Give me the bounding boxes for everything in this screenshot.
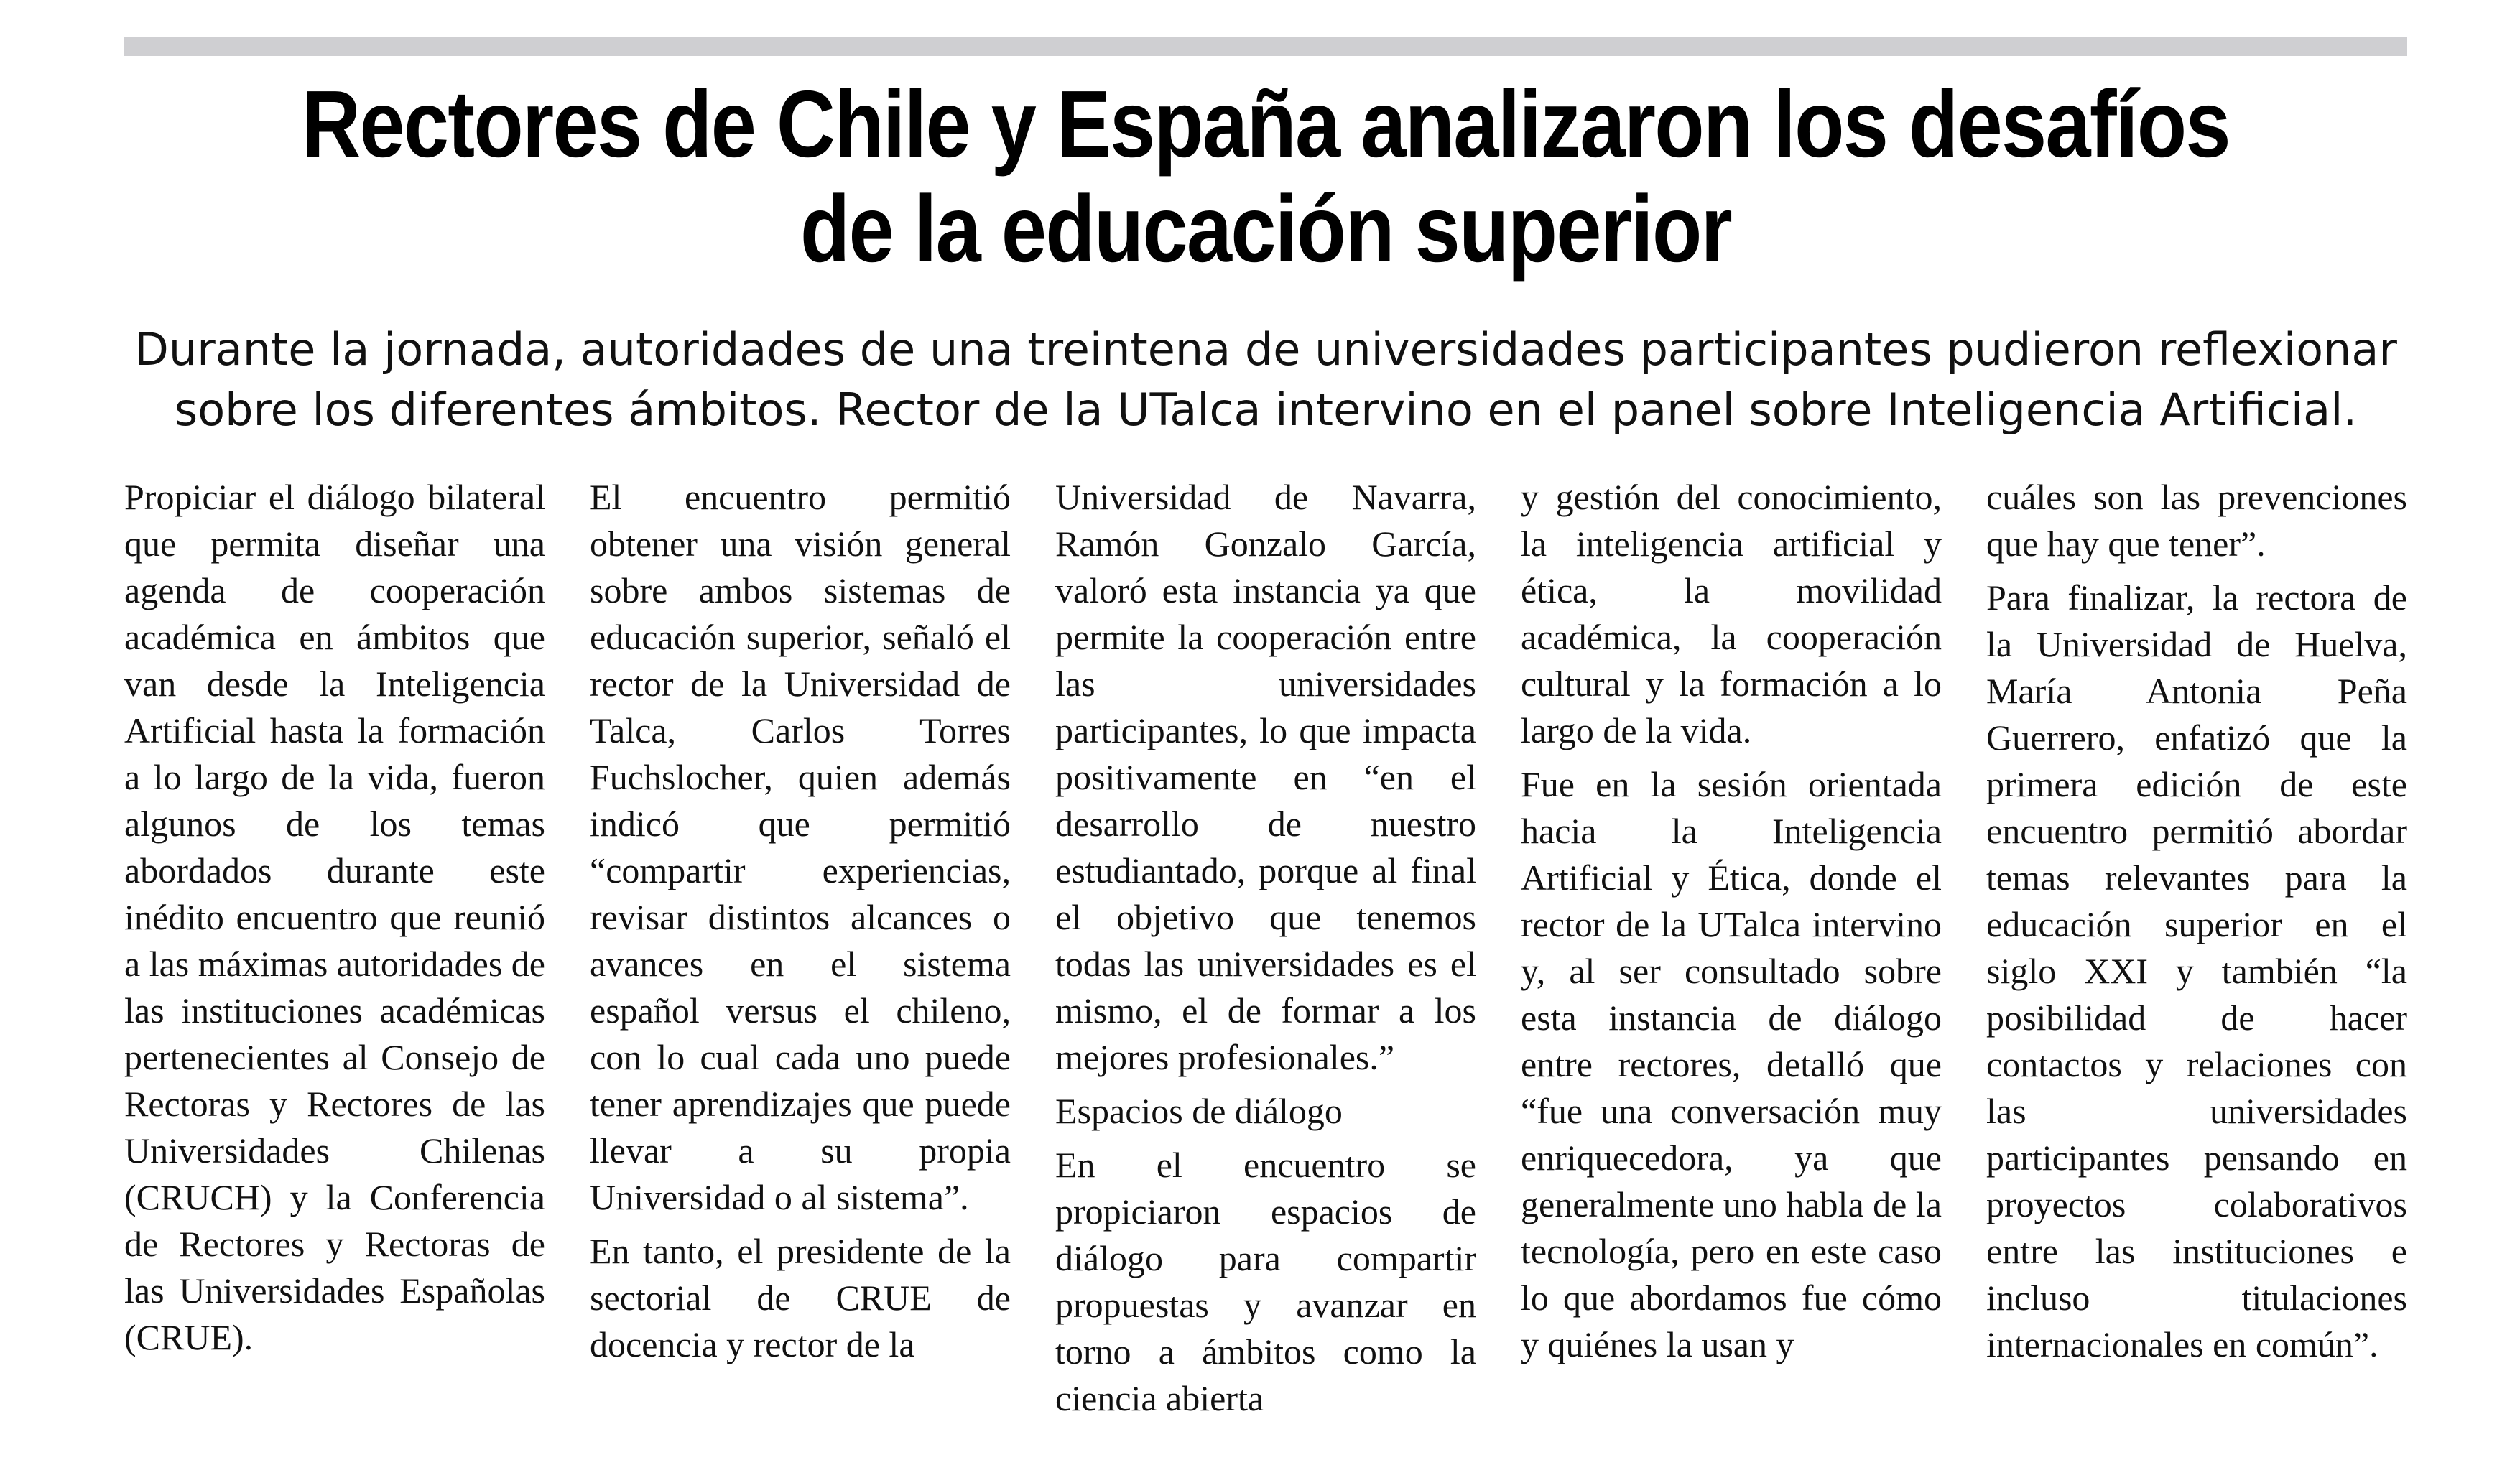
subheadline-line-2: sobre los diferentes ámbitos. Rector de la UTalca intervino en el panel sobre Inteligencia Artificial.: [174, 383, 2358, 436]
headline-line-2: de la educación superior: [800, 176, 1732, 282]
paragraph: Propiciar el diálogo bilateral que permita diseñar una agenda de cooperación académica en ámbitos que van desde la Inteligencia Artificial hasta la formación a lo largo de la vida, fueron algunos de los temas abordados durante este inédito encuentro que reunió a las máximas autoridades de las instituciones académicas pertenecientes al Consejo de Rectoras y Rectores de las Universidades Chilenas (CRUCH) y la Conferencia de Rectores y Rectoras de las Universidades Españolas (CRUE).: [124, 477, 545, 1357]
headline-line-1: Rectores de Chile y España analizaron los desafíos: [302, 71, 2230, 177]
subheadline: [124, 320, 2407, 440]
paragraph: El encuentro permitió obtener una visión general sobre ambos sistemas de educación superior, señaló el rector de la Universidad de Talca, Carlos Torres Fuchslocher, quien además indicó que permitió “compartir experiencias, revisar distintos alcances o avances en el sistema español versus el chileno, con lo cual cada uno puede tener aprendizajes que puede llevar a su propia Universidad o al sistema”.: [590, 477, 1011, 1217]
column-3: [1055, 474, 1476, 1429]
top-rule: [124, 37, 2407, 56]
article-body: [124, 474, 2407, 1418]
paragraph: Para finalizar, la rectora de la Universidad de Huelva, María Antonia Peña Guerrero, enfatizó que la primera edición de este encuentro permitió abordar temas relevantes para la educación superior en el siglo XXI y también “la posibilidad de hacer contactos y relaciones con las universidades participantes pensando en proyectos colaborativos entre las instituciones e incluso titulaciones internacionales en común”.: [1986, 577, 2407, 1364]
section-heading: Espacios de diálogo: [1055, 1091, 1343, 1131]
paragraph: cuáles son las prevenciones que hay que tener”.: [1986, 477, 2407, 564]
headline: [284, 72, 2247, 282]
column-4: [1521, 474, 1942, 1429]
paragraph: En el encuentro se propiciaron espacios de diálogo para compartir propuestas y avanzar en torno a ámbitos como la ciencia abierta: [1055, 1145, 1476, 1418]
column-1: [124, 474, 545, 1429]
paragraph: En tanto, el presidente de la sectorial de CRUE de docencia y rector de la: [590, 1231, 1011, 1364]
paragraph: Fue en la sesión orientada hacia la Inteligencia Artificial y Ética, donde el rector de la UTalca intervino y, al ser consultado sobre esta instancia de diálogo entre rectores, detalló que “fue una conversación muy enriquecedora, ya que generalmente uno habla de la tecnología, pero en este caso lo que abordamos fue cómo y quiénes la usan y: [1521, 764, 1942, 1364]
column-5: [1986, 474, 2407, 1429]
subheadline-line-1: Durante la jornada, autoridades de una treintena de universidades participantes pudieron reflexionar: [134, 323, 2397, 376]
paragraph: y gestión del conocimiento, la inteligencia artificial y ética, la movilidad académica, la cooperación cultural y la formación a lo largo de la vida.: [1521, 477, 1942, 750]
column-2: [590, 474, 1011, 1429]
paragraph: Universidad de Navarra, Ramón Gonzalo García, valoró esta instancia ya que permite la cooperación entre las universidades participantes, lo que impacta positivamente en “en el desarrollo de nuestro estudiantado, porque al final el objetivo que tenemos todas las universidades es el mismo, el de formar a los mejores profesionales.”: [1055, 477, 1476, 1077]
